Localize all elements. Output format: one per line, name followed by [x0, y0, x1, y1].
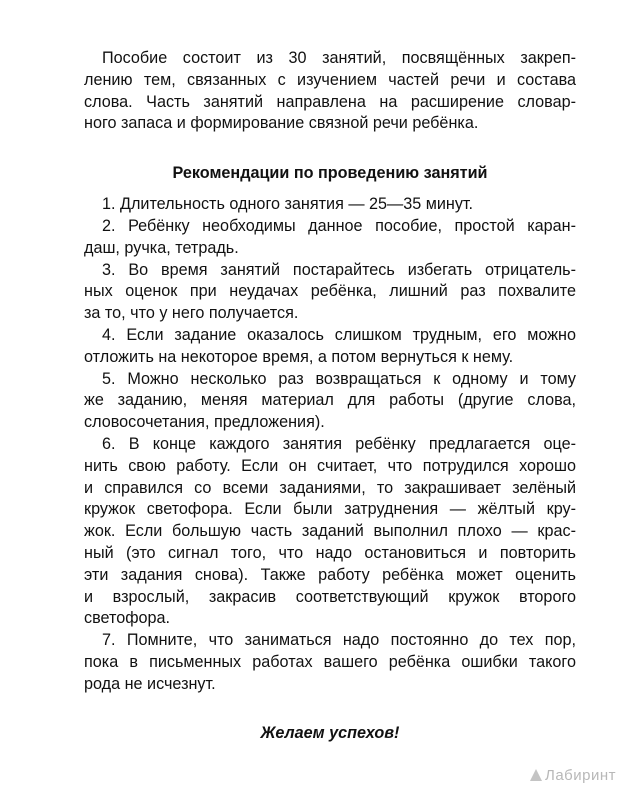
list-item-line: кружок светофора. Если были затруднения — жёлтый кру-	[84, 500, 576, 519]
list-item	[84, 216, 576, 260]
list-item	[84, 325, 576, 369]
list-item-line: 7. Помните, что заниматься надо постоянно до тех пор,	[102, 631, 576, 650]
list-item-line: словосочетания, предложения).	[84, 413, 325, 432]
list-item-line: и справился со всеми заданиями, то закрашивает зелёный	[84, 478, 576, 497]
list-item-line: светофора.	[84, 609, 171, 628]
intro-paragraph	[84, 48, 576, 135]
watermark-text: Лабиринт	[544, 767, 616, 784]
watermark	[530, 767, 616, 784]
list-item-line: ный (это сигнал того, что надо остановиться и повторить	[84, 543, 576, 562]
intro-line: лению тем, связанных с изучением частей речи и состава	[84, 70, 576, 89]
list-item-line: и взрослый, закрасив соответствующий кружок второго	[84, 587, 576, 606]
intro-line: ного запаса и формирование связной речи ребёнка.	[84, 114, 479, 133]
list-item-line: рода не исчезнут.	[84, 674, 216, 693]
list-item-line: 3. Во время занятий постарайтесь избегать отрицатель-	[102, 260, 576, 279]
tree-icon	[530, 769, 542, 781]
list-item-line: ных оценок при неудачах ребёнка, лишний раз похвалите	[84, 282, 576, 301]
list-item-line: 2. Ребёнку необходимы данное пособие, простой каран-	[102, 216, 576, 235]
list-item	[84, 434, 576, 630]
list-item-line: жок. Если большую часть заданий выполнил плохо — крас-	[84, 522, 576, 541]
closing-wish: Желаем успехов!	[260, 723, 400, 742]
list-item-line: отложить на некоторое время, а потом вернуться к нему.	[84, 347, 514, 366]
document-page	[84, 48, 576, 744]
list-item-line: пока в письменных работах вашего ребёнка ошибки такого	[84, 652, 576, 671]
list-item-line: же заданию, меняя материал для работы (другие слова,	[84, 391, 576, 410]
list-item-line: 1. Длительность одного занятия — 25—35 минут.	[102, 195, 474, 214]
list-item-line: 5. Можно несколько раз возвращаться к одному и тому	[102, 369, 576, 388]
list-item	[84, 194, 576, 216]
list-item	[84, 260, 576, 325]
list-item-line: даш, ручка, тетрадь.	[84, 238, 239, 257]
list-item-line: за то, что у него получается.	[84, 304, 299, 323]
list-item	[84, 369, 576, 434]
section-heading: Рекомендации по проведению занятий	[172, 164, 488, 183]
recommendations-list	[84, 194, 576, 695]
list-item-line: эти задания снова). Также работу ребёнка может оценить	[84, 565, 576, 584]
list-item-line: нить свою работу. Если он считает, что потрудился хорошо	[84, 456, 576, 475]
list-item-line: 6. В конце каждого занятия ребёнку предлагается оце-	[102, 434, 576, 453]
list-item	[84, 630, 576, 695]
list-item-line: 4. Если задание оказалось слишком трудным, его можно	[102, 325, 576, 344]
intro-line: слова. Часть занятий направлена на расширение словар-	[84, 92, 576, 111]
intro-line: Пособие состоит из 30 занятий, посвящённых закреп-	[102, 49, 576, 67]
